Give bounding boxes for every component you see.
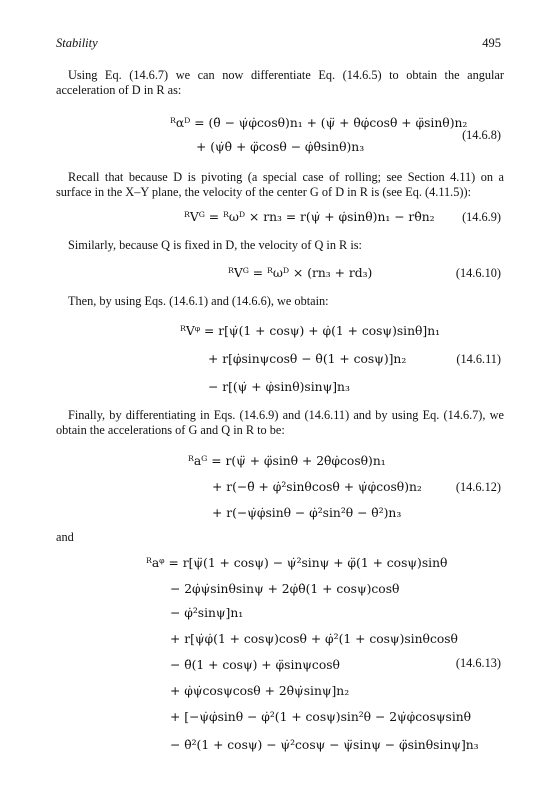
connector-word-and: and [56, 530, 74, 544]
equation-14-6-13-line-2: − 2φ̇ψ̇sinθsinψ + 2φ̇θ̇(1 + cosψ)cosθ [170, 582, 400, 596]
equation-14-6-8-line-2: + (ψ̇θ̇ + φ̈cosθ − φ̇θ̇sinθ)n₃ [196, 140, 365, 154]
equation-number-14-6-11: (14.6.11) [456, 352, 501, 366]
paragraph-using-eqs: Then, by using Eqs. (14.6.1) and (14.6.6), we obtain: [68, 294, 329, 308]
page-number: 495 [482, 36, 501, 50]
equation-14-6-13-line-3: − φ̇²sinψ]n₁ [170, 606, 244, 620]
paragraph-angular-acceleration: Using Eq. (14.6.7) we can now differentiate Eq. (14.6.5) to obtain the angular acceleration of D in R as: [56, 68, 504, 97]
paragraph-pivoting-velocity: Recall that because D is pivoting (a special case of rolling; see Section 4.11) on a surface in the X–Y plane, the velocity of the center G of D in R is (see Eq. (4.11.5)): [56, 170, 504, 199]
equation-14-6-13-line-6: + φ̇ψ̇cosψcosθ + 2θ̇ψ̇sinψ]n₂ [170, 684, 350, 698]
equation-14-6-11-line-3: − r[(ψ̇ + φ̇sinθ)sinψ]n₃ [208, 380, 350, 394]
equation-number-14-6-12: (14.6.12) [455, 480, 501, 494]
equation-14-6-12-line-3: + r(−ψ̇φ̇sinθ − φ̇²sin²θ − θ̇²)n₃ [212, 506, 402, 520]
equation-14-6-9: ᴿVᴳ = ᴿωᴰ × rn₃ = r(ψ̇ + φ̇sinθ)n₁ − rθ̇n₂ [184, 210, 435, 224]
equation-number-14-6-9: (14.6.9) [462, 210, 501, 224]
equation-14-6-12-line-2: + r(−θ̈ + φ̇²sinθcosθ + ψ̇φ̇cosθ)n₂ [212, 480, 422, 494]
equation-number-14-6-8: (14.6.8) [462, 128, 501, 142]
equation-number-14-6-13: (14.6.13) [455, 656, 501, 670]
equation-14-6-13-line-4: + r[ψ̇φ̇(1 + cosψ)cosθ + φ̇²(1 + cosψ)sinθcosθ [170, 632, 458, 646]
paragraph-velocity-of-q: Similarly, because Q is fixed in D, the velocity of Q in R is: [68, 238, 362, 252]
equation-14-6-8-line-1: ᴿαᴰ = (θ̈ − ψ̇φ̇cosθ)n₁ + (ψ̈ + θ̇φ̇cosθ + φ̈sinθ)n₂ [170, 116, 468, 130]
equation-14-6-13-line-7: + [−ψ̇φ̇sinθ − φ̇²(1 + cosψ)sin²θ − 2ψ̇φ̇cosψsinθ [170, 710, 472, 724]
equation-14-6-12-line-1: ᴿaᴳ = r(ψ̈ + φ̈sinθ + 2θ̇φ̇cosθ)n₁ [188, 454, 386, 468]
paragraph-accelerations: Finally, by differentiating in Eqs. (14.6.9) and (14.6.11) and by using Eq. (14.6.7), we obtain the accelerations of G and Q in R to be: [56, 408, 504, 437]
equation-14-6-11-line-1: ᴿVᵠ = r[ψ̇(1 + cosψ) + φ̇(1 + cosψ)sinθ]n₁ [180, 324, 441, 338]
equation-14-6-13-line-8: − θ̇²(1 + cosψ) − ψ̇²cosψ − ψ̈sinψ − φ̈sinθsinψ]n₃ [170, 738, 479, 752]
running-header-section: Stability [56, 36, 98, 50]
equation-number-14-6-10: (14.6.10) [455, 266, 501, 280]
equation-14-6-10: ᴿVᴳ = ᴿωᴰ × (rn₃ + rd₃) [228, 266, 373, 280]
equation-14-6-13-line-5: − θ̈(1 + cosψ) + φ̈sinψcosθ [170, 658, 340, 672]
equation-14-6-11-line-2: + r[φ̇sinψcosθ − θ̇(1 + cosψ)]n₂ [208, 352, 407, 366]
equation-14-6-13-line-1: ᴿaᵠ = r[ψ̈(1 + cosψ) − ψ̇²sinψ + φ̈(1 + cosψ)sinθ [146, 556, 448, 570]
